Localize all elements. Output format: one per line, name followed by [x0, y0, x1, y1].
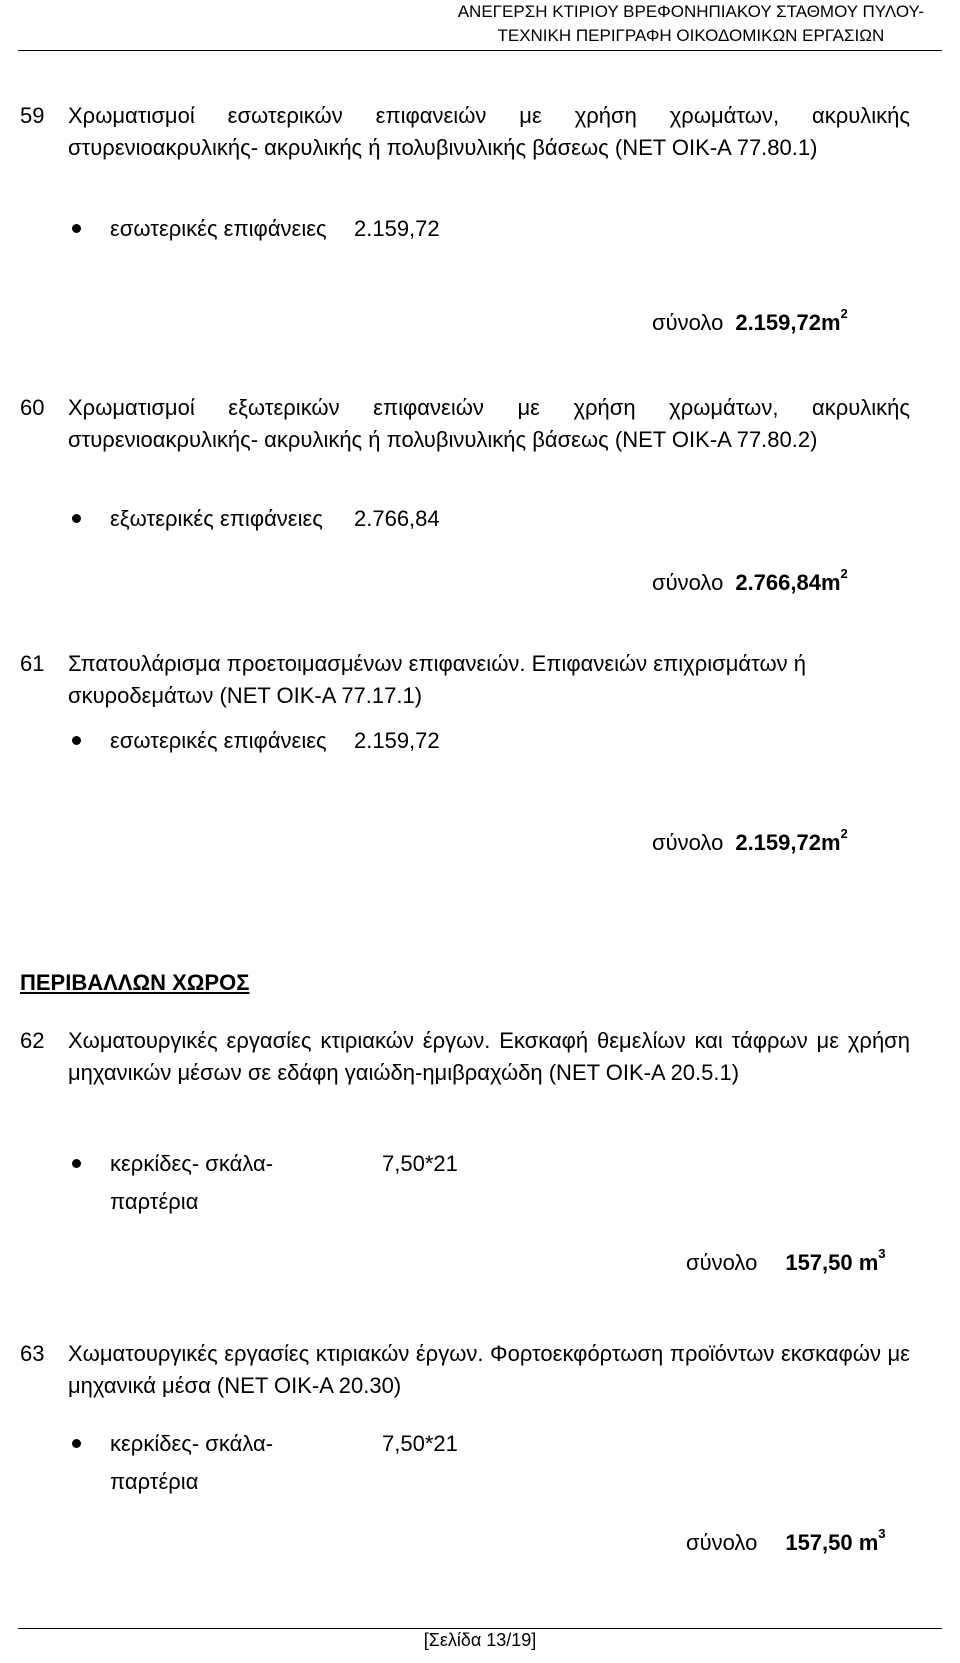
bullet-icon — [72, 514, 81, 523]
item-description: Χωματουργικές εργασίες κτιριακών έργων. Φορτοεκφόρτωση προϊόντων εκσκαφών με μηχανικά μέσα (ΝΕΤ ΟΙΚ-Α 20.30) — [68, 1341, 910, 1398]
measurement-value: 7,50*21 — [382, 1431, 458, 1456]
total-row — [652, 306, 848, 336]
measurement-value: 2.159,72 — [354, 728, 440, 753]
item-description: Χρωματισμοί εξωτερικών επιφανειών με χρήση χρωμάτων, ακρυλικής στυρενιοακρυλικής- ακρυλικής ή πολυβινυλικής βάσεως (ΝΕΤ ΟΙΚ-Α 77.80.2) — [68, 395, 910, 452]
total-label: σύνολο — [686, 1530, 758, 1555]
measurement-value: 7,50*21 — [382, 1151, 458, 1176]
header-line-1: ΑΝΕΓΕΡΣΗ ΚΤΙΡΙΟΥ ΒΡΕΦΟΝΗΠΙΑΚΟΥ ΣΤΑΘΜΟΥ ΠΥΛΟΥ- — [457, 2, 924, 21]
measurement-label: εσωτερικές επιφάνειες — [110, 216, 327, 241]
total-value: $2.159,72m^2$ — [735, 826, 848, 855]
item-description: Σπατουλάρισμα προετοιμασμένων επιφανειών. Επιφανειών επιχρισμάτων ή σκυροδεμάτων (ΝΕΤ ΟΙΚ-Α 77.17.1) — [68, 651, 806, 708]
header-divider — [18, 50, 942, 51]
total-value: 157,50 $m^3$ — [785, 1526, 886, 1555]
page-number: [Σελίδα 13/19] — [423, 1630, 537, 1650]
item-number: 63 — [20, 1341, 45, 1366]
measurement-label: εξωτερικές επιφάνειες — [110, 506, 323, 531]
total-value: $2.159,72m^2$ — [735, 306, 848, 335]
total-row — [686, 1246, 886, 1276]
bullet-icon — [72, 224, 81, 233]
bullet-icon — [72, 736, 81, 745]
total-label: σύνολο — [652, 310, 724, 335]
item-60 — [20, 392, 910, 456]
item-number: 60 — [20, 395, 45, 420]
section-title: ΠΕΡΙΒΑΛΛΩΝ ΧΩΡΟΣ — [20, 970, 250, 995]
total-row — [686, 1526, 886, 1556]
item-62 — [20, 1025, 910, 1089]
header-line-2: ΤΕΧΝΙΚΗ ΠΕΡΙΓΡΑΦΗ ΟΙΚΟΔΟΜΙΚΩΝ ΕΡΓΑΣΙΩΝ — [497, 26, 885, 45]
item-59 — [20, 100, 910, 164]
measurement-value: 2.766,84 — [354, 506, 440, 531]
item-63 — [20, 1338, 910, 1402]
total-label: σύνολο — [652, 570, 724, 595]
measurement-value: 2.159,72 — [354, 216, 440, 241]
page-header — [458, 0, 924, 48]
item-description: Χωματουργικές εργασίες κτιριακών έργων. Εκσκαφή θεμελίων και τάφρων με χρήση μηχανικών μέσων σε εδάφη γαιώδη-ημιβραχώδη (ΝΕΤ ΟΙΚ-Α 20.5.1) — [68, 1028, 910, 1085]
total-value: $2.766,84m^2$ — [735, 566, 848, 595]
total-label: σύνολο — [686, 1250, 758, 1275]
item-description: Χρωματισμοί εσωτερικών επιφανειών με χρήση χρωμάτων, ακρυλικής στυρενιοακρυλικής- ακρυλικής ή πολυβινυλικής βάσεως (ΝΕΤ ΟΙΚ-Α 77.80.1) — [68, 103, 910, 160]
total-label: σύνολο — [652, 830, 724, 855]
total-row — [652, 566, 848, 596]
item-61 — [20, 648, 910, 712]
bullet-icon — [72, 1159, 81, 1168]
item-number: 59 — [20, 103, 45, 128]
total-value: 157,50 $m^3$ — [785, 1246, 886, 1275]
total-row — [652, 826, 848, 856]
measurement-label: κερκίδες- σκάλα- παρτέρια — [110, 1151, 274, 1214]
bullet-icon — [72, 1439, 81, 1448]
item-number: 62 — [20, 1028, 45, 1053]
measurement-label: κερκίδες- σκάλα- παρτέρια — [110, 1431, 274, 1494]
item-number: 61 — [20, 651, 45, 676]
measurement-label: εσωτερικές επιφάνειες — [110, 728, 327, 753]
footer-divider — [18, 1628, 942, 1629]
